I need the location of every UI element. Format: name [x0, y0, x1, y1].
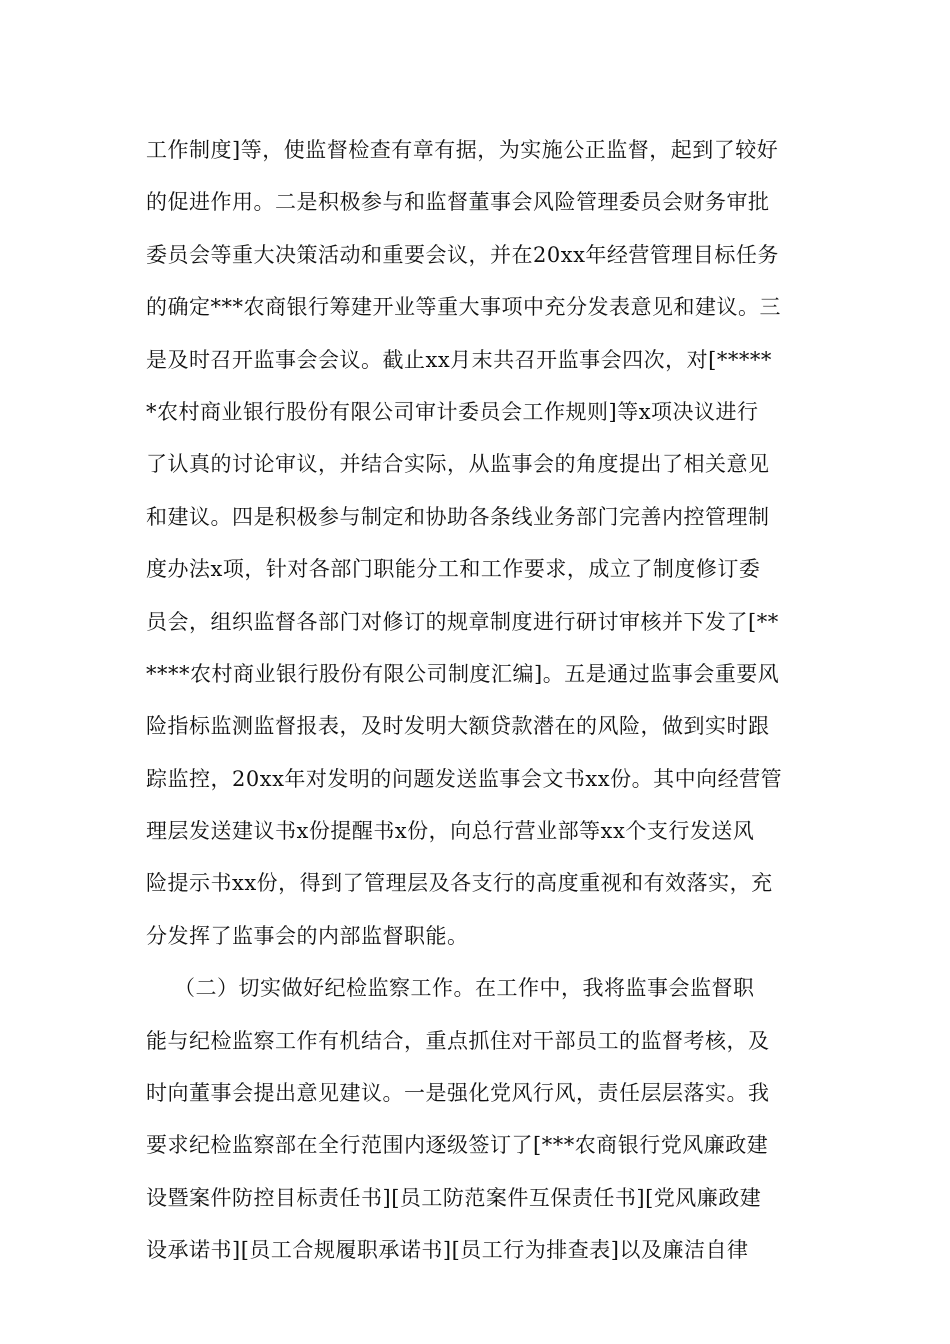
text-line: 的确定***农商银行筹建开业等重大事项中充分发表意见和建议。三 — [146, 295, 781, 320]
text-line: 度办法x项，针对各部门职能分工和工作要求，成立了制度修订委 — [146, 557, 761, 582]
text-line: 工作制度]等，使监督检查有章有据，为实施公正监督，起到了较好 — [146, 138, 779, 162]
text-line: 是及时召开监事会会议。截止xx月末共召开监事会四次，对[***** — [146, 347, 772, 372]
text-line: ****农村商业银行股份有限公司制度汇编]。五是通过监事会重要风 — [146, 661, 780, 686]
text-line: 险提示书xx份，得到了管理层及各支行的高度重视和有效落实，充 — [146, 871, 773, 896]
text-line: *农村商业银行股份有限公司审计委员会工作规则]等x项决议进行 — [146, 399, 759, 424]
body-text — [146, 124, 806, 1277]
text-line: 能与纪检监察工作有机结合，重点抓住对干部员工的监督考核，及 — [146, 1028, 770, 1053]
paragraph-start-line: （二）切实做好纪检监察工作。在工作中，我将监事会监督职 — [174, 976, 755, 1001]
text-line: 员会，组织监督各部门对修订的规章制度进行研讨审核并下发了[** — [146, 609, 779, 634]
text-line: 理层发送建议书x份提醒书x份，向总行营业部等xx个支行发送风 — [146, 819, 755, 844]
text-line: 设暨案件防控目标责任书][员工防范案件互保责任书][党风廉政建 — [146, 1185, 762, 1210]
text-line: 和建议。四是积极参与制定和协助各条线业务部门完善内控管理制 — [146, 504, 770, 529]
text-line: 要求纪检监察部在全行范围内逐级签订了[***农商银行党风廉政建 — [146, 1133, 769, 1158]
text-line: 委员会等重大决策活动和重要会议，并在20xx年经营管理目标任务 — [146, 242, 779, 267]
text-line: 了认真的讨论审议，并结合实际，从监事会的角度提出了相关意见 — [146, 452, 770, 477]
text-line: 设承诺书][员工合规履职承诺书][员工行为排查表]以及廉洁自律 — [146, 1238, 749, 1263]
text-line: 踪监控，20xx年对发明的问题发送监事会文书xx份。其中向经营管 — [146, 766, 783, 791]
text-line: 的促进作用。二是积极参与和监督董事会风险管理委员会财务审批 — [146, 190, 770, 215]
text-line: 时向董事会提出意见建议。一是强化党风行风，责任层层落实。我 — [146, 1081, 770, 1106]
text-line: 险指标监测监督报表，及时发明大额贷款潜在的风险，做到实时跟 — [146, 714, 770, 739]
text-line: 分发挥了监事会的内部监督职能。 — [146, 923, 469, 948]
